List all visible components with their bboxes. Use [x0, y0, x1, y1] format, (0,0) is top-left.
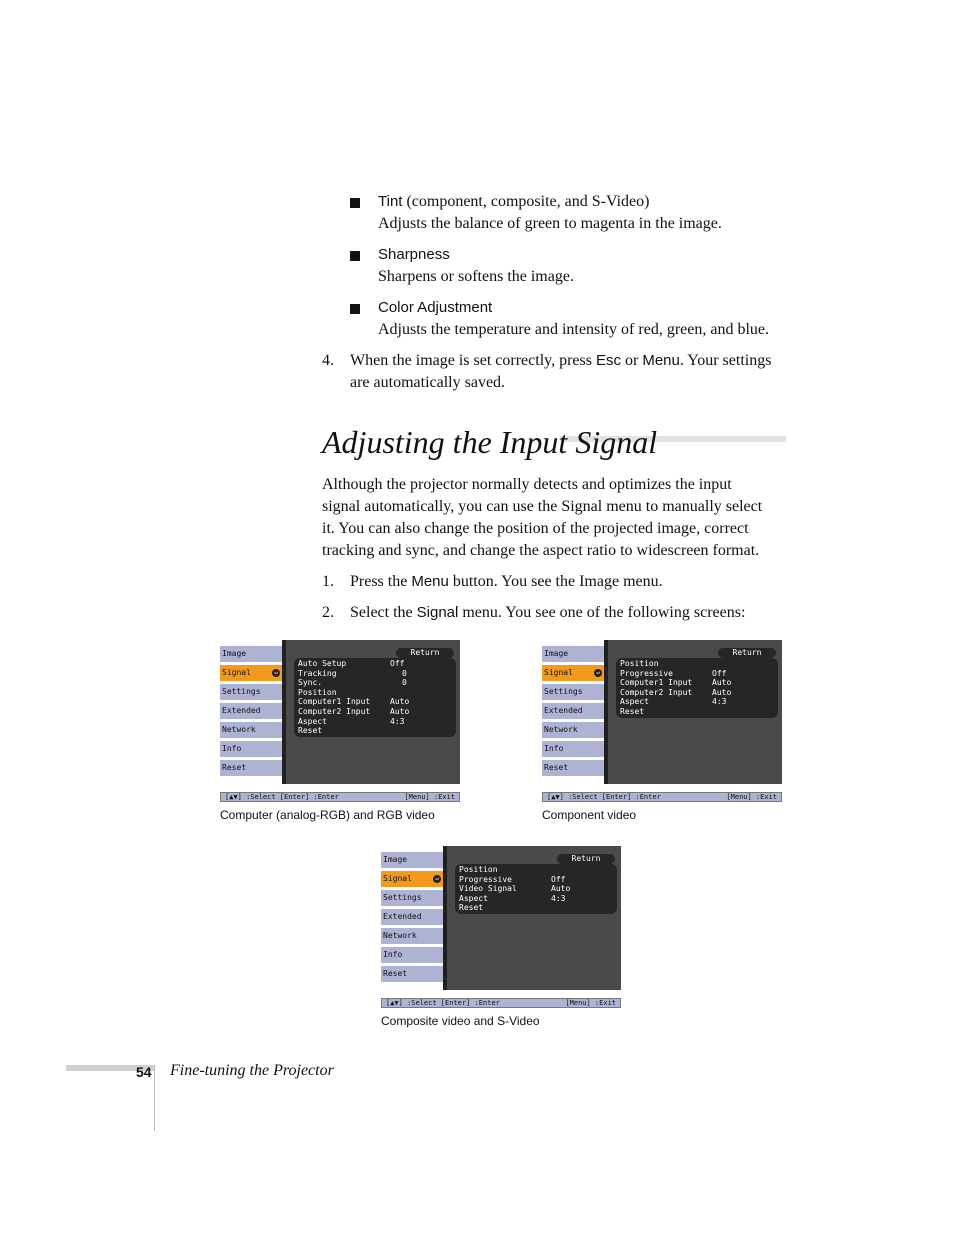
nav-item-extended[interactable]: Extended [542, 703, 604, 719]
step-text: Press the [350, 573, 412, 590]
submenu-row[interactable] [298, 707, 452, 717]
nav-item-image[interactable]: Image [220, 646, 282, 662]
row-label: Progressive [620, 668, 673, 678]
nav-item-settings[interactable]: Settings [542, 684, 604, 700]
nav-item-reset[interactable]: Reset [220, 760, 282, 776]
bullet-qualifier: (component, composite, and S-Video) [402, 193, 650, 210]
row-label: Reset [298, 726, 323, 736]
return-button[interactable]: Return [718, 648, 776, 658]
row-value: Auto [551, 884, 571, 894]
row-value: 4:3 [712, 697, 727, 707]
submenu-row[interactable] [620, 669, 774, 679]
submenu-row[interactable] [620, 678, 774, 688]
submenu-row[interactable] [620, 707, 774, 717]
row-value: Auto [712, 678, 732, 688]
submenu-list [294, 658, 456, 737]
status-select-enter: [▲▼] :Select [Enter] :Enter [225, 793, 339, 801]
footer-divider [154, 1065, 155, 1131]
step-4-text [350, 350, 771, 394]
submenu-row[interactable] [620, 697, 774, 707]
bullet-marker [350, 304, 360, 314]
step-text: or [621, 352, 643, 369]
nav-item-info[interactable]: Info [542, 741, 604, 757]
page-number: 54 [136, 1064, 152, 1080]
return-button[interactable]: Return [396, 648, 454, 658]
key-menu: Menu [642, 352, 680, 369]
bullet-item-tint [378, 191, 722, 235]
step-1-text [350, 571, 663, 593]
enter-icon: ↵ [272, 669, 280, 677]
bullet-item-sharpness [378, 244, 574, 288]
caption-computer: Computer (analog-RGB) and RGB video [220, 808, 435, 822]
bullet-desc: Sharpens or softens the image. [378, 268, 574, 285]
submenu-row[interactable] [298, 659, 452, 669]
status-exit: [Menu] :Exit [565, 999, 616, 1007]
nav-item-settings[interactable]: Settings [381, 890, 443, 906]
submenu-row[interactable] [620, 659, 774, 669]
step-text: . Your settings [679, 352, 772, 369]
row-label: Computer1 Input [298, 697, 371, 707]
submenu-row[interactable] [459, 894, 613, 904]
nav-item-network[interactable]: Network [542, 722, 604, 738]
row-value: Auto [712, 687, 732, 697]
submenu-panel [604, 640, 782, 784]
nav-item-reset[interactable]: Reset [381, 966, 443, 982]
bullet-marker [350, 251, 360, 261]
row-label: Aspect [620, 697, 649, 707]
submenu-row[interactable] [298, 697, 452, 707]
enter-icon: ↵ [433, 875, 441, 883]
row-value: Auto [390, 706, 410, 716]
status-exit: [Menu] :Exit [404, 793, 455, 801]
nav-label: Signal [222, 668, 251, 677]
row-label: Computer1 Input [620, 678, 693, 688]
row-value: 4:3 [551, 893, 566, 903]
submenu-list [455, 864, 617, 914]
status-bar [542, 792, 782, 802]
signal-menu-screen-component [542, 640, 782, 804]
submenu-row[interactable] [459, 903, 613, 913]
section-heading: Adjusting the Input Signal [322, 424, 658, 460]
row-label: Reset [620, 706, 645, 716]
status-bar [381, 998, 621, 1008]
row-label: Tracking [298, 668, 337, 678]
row-label: Aspect [298, 716, 327, 726]
submenu-row[interactable] [459, 884, 613, 894]
nav-item-network[interactable]: Network [220, 722, 282, 738]
nav-item-extended[interactable]: Extended [381, 909, 443, 925]
row-label: Computer2 Input [620, 687, 693, 697]
step-text: When the image is set correctly, press [350, 352, 596, 369]
intro-paragraph [322, 474, 762, 562]
row-value: 0 [402, 668, 407, 678]
intro-line: signal automatically, you can use the Signal menu to manually select [322, 498, 763, 515]
nav-item-reset[interactable]: Reset [542, 760, 604, 776]
key-signal: Signal [416, 604, 459, 621]
intro-line: tracking and sync, and change the aspect ratio to widescreen format. [322, 542, 760, 559]
caption-component: Component video [542, 808, 637, 822]
submenu-row[interactable] [298, 688, 452, 698]
row-value: Auto [390, 697, 410, 707]
intro-line: it. You can also change the position of the projected image, correct [322, 520, 749, 537]
bullet-term: Tint [378, 193, 403, 210]
signal-menu-screen-composite [381, 846, 621, 1010]
status-exit: [Menu] :Exit [726, 793, 777, 801]
row-label: Progressive [459, 874, 512, 884]
bullet-item-color-adjustment [378, 297, 769, 341]
bullet-term: Color Adjustment [378, 299, 493, 316]
nav-item-info[interactable]: Info [381, 947, 443, 963]
caption-composite: Composite video and S-Video [381, 1014, 540, 1028]
bullet-marker [350, 198, 360, 208]
submenu-row[interactable] [298, 678, 452, 688]
key-esc: Esc [595, 352, 621, 369]
submenu-list [616, 658, 778, 718]
nav-item-image[interactable]: Image [381, 852, 443, 868]
step-1-number: 1. [322, 573, 334, 590]
row-label: Computer2 Input [298, 706, 371, 716]
nav-item-settings[interactable]: Settings [220, 684, 282, 700]
row-value: Off [390, 659, 405, 668]
row-label: Aspect [459, 893, 488, 903]
submenu-row[interactable] [298, 669, 452, 679]
submenu-row[interactable] [298, 717, 452, 727]
enter-icon: ↵ [594, 669, 602, 677]
nav-item-image[interactable]: Image [542, 646, 604, 662]
row-label: Auto Setup [298, 659, 347, 668]
submenu-panel [282, 640, 460, 784]
submenu-row[interactable] [298, 726, 452, 736]
nav-item-extended[interactable]: Extended [220, 703, 282, 719]
intro-line: Although the projector normally detects and optimizes the input [322, 476, 732, 493]
row-value: Off [551, 874, 566, 884]
step-text: Select the [350, 604, 417, 621]
nav-label: Signal [544, 668, 573, 677]
nav-item-network[interactable]: Network [381, 928, 443, 944]
status-select-enter: [▲▼] :Select [Enter] :Enter [386, 999, 500, 1007]
submenu-row[interactable] [459, 875, 613, 885]
step-text: button. You see the Image menu. [448, 573, 663, 590]
status-select-enter: [▲▼] :Select [Enter] :Enter [547, 793, 661, 801]
row-value: Off [712, 668, 727, 678]
nav-item-signal[interactable] [220, 665, 282, 681]
step-text: are automatically saved. [350, 374, 506, 391]
row-label: Position [298, 687, 337, 697]
nav-item-info[interactable]: Info [220, 741, 282, 757]
return-button[interactable]: Return [557, 854, 615, 864]
bullet-desc: Adjusts the balance of green to magenta in the image. [378, 215, 722, 232]
status-bar [220, 792, 460, 802]
row-label: Video Signal [459, 884, 517, 894]
chapter-title: Fine-tuning the Projector [170, 1062, 334, 1079]
bullet-desc: Adjusts the temperature and intensity of red, green, and blue. [378, 321, 769, 338]
step-4-number: 4. [322, 352, 334, 369]
row-value: 4:3 [390, 716, 405, 726]
row-label: Reset [459, 903, 484, 913]
step-text: menu. You see one of the following screens: [458, 604, 746, 621]
row-value: 0 [402, 678, 407, 688]
row-label: Position [620, 659, 659, 668]
submenu-row[interactable] [459, 865, 613, 875]
row-label: Sync. [298, 678, 323, 688]
nav-item-signal[interactable] [381, 871, 443, 887]
submenu-row[interactable] [620, 688, 774, 698]
submenu-panel [443, 846, 621, 990]
signal-menu-screen-computer [220, 640, 460, 804]
step-2-text [350, 602, 745, 624]
key-menu: Menu [411, 573, 449, 590]
bullet-term: Sharpness [378, 246, 450, 263]
step-2-number: 2. [322, 604, 334, 621]
nav-item-signal[interactable] [542, 665, 604, 681]
row-label: Position [459, 865, 498, 874]
nav-label: Signal [383, 874, 412, 883]
